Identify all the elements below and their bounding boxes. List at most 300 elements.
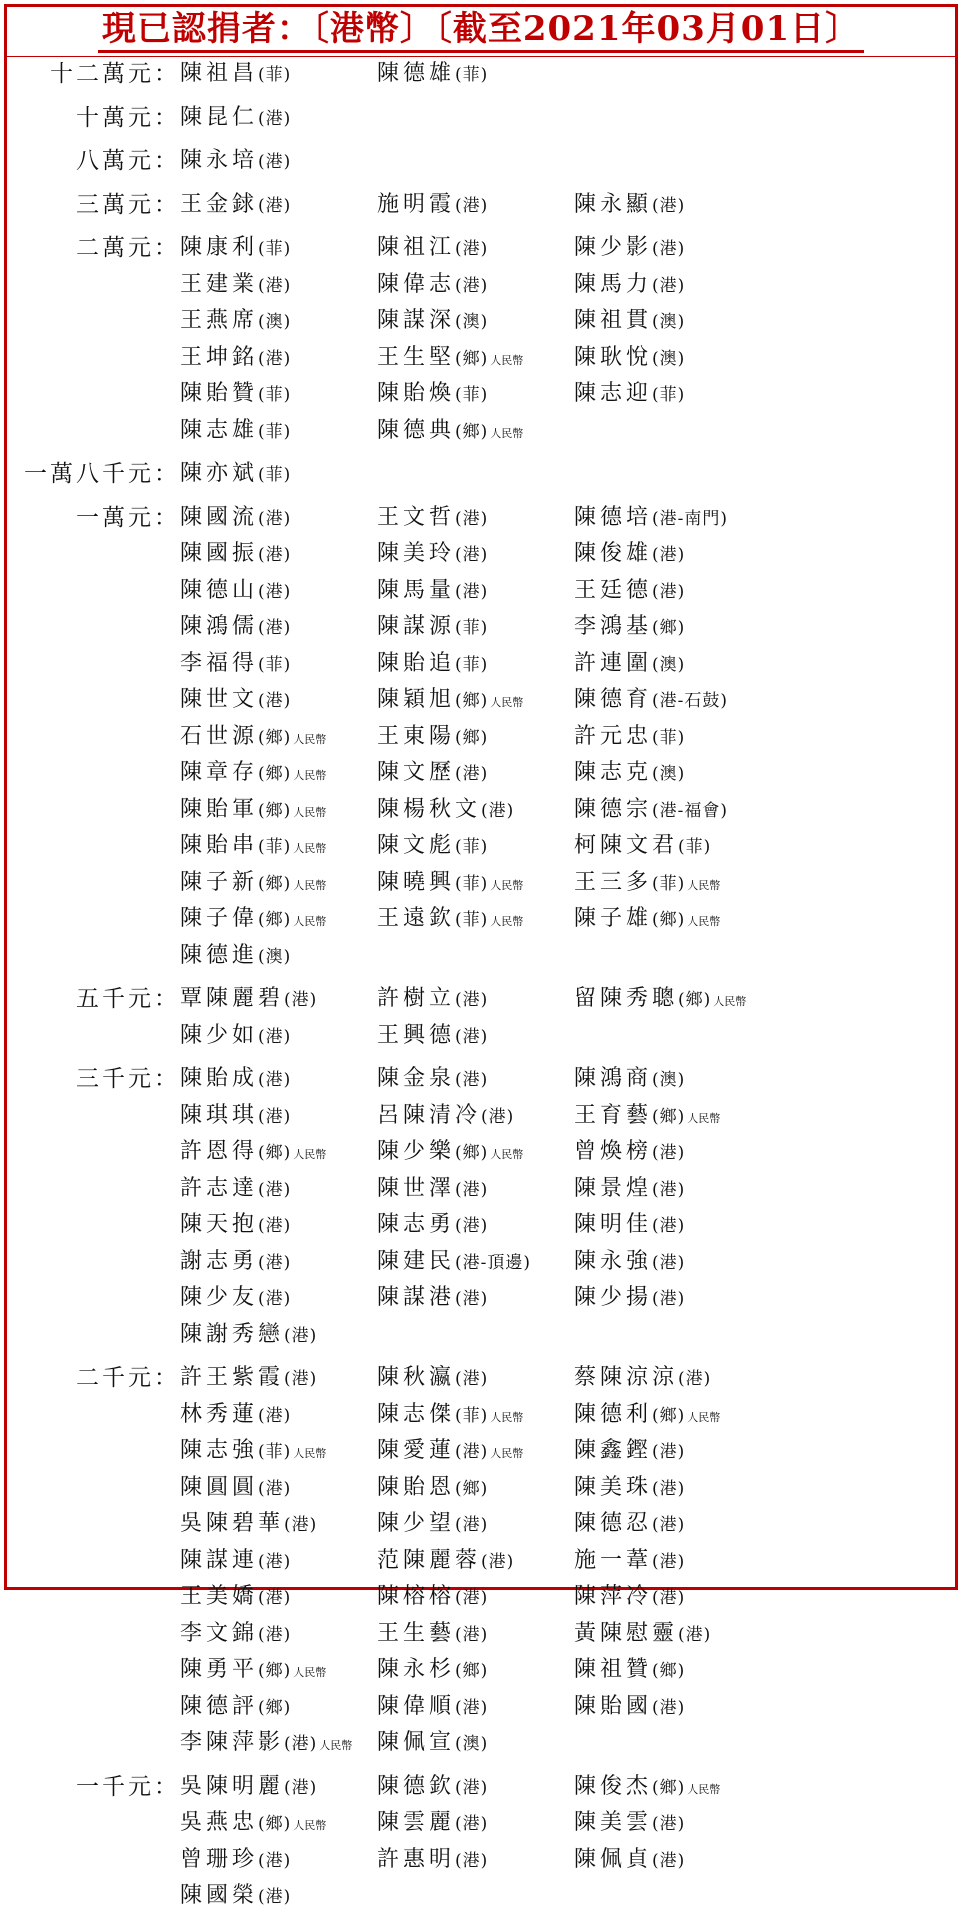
donor-entry (180, 1098, 377, 1135)
donor-name: 林秀蓮 (180, 1401, 259, 1427)
donor-name: 王燕席 (180, 308, 259, 333)
donor-entry (377, 230, 574, 267)
donor-entry (377, 1842, 574, 1879)
donor-names (180, 981, 944, 1054)
donor-entry (377, 755, 574, 792)
donor-entry (377, 792, 574, 829)
donor-region: (菲) (455, 654, 489, 675)
donor-region: (鄉) (652, 910, 686, 930)
donor-entry (180, 901, 377, 938)
donor-region: (港) (481, 800, 515, 821)
donor-entry (574, 865, 771, 902)
donor-name: 陳美雲 (574, 1810, 653, 1835)
donor-entry (377, 1470, 574, 1507)
donor-entry (574, 719, 771, 756)
currency-rmb-label: 人民幣 (687, 1111, 721, 1125)
donor-region: (港) (652, 1289, 686, 1309)
donor-region: (港) (455, 195, 489, 216)
donor-name: 陳貽軍 (180, 796, 259, 822)
donor-names (180, 1061, 944, 1353)
donor-name: 陳德培 (574, 504, 653, 530)
donor-entry (377, 1725, 574, 1762)
donor-entry (574, 1506, 771, 1543)
donor-entry (574, 573, 771, 610)
donor-name: 王文哲 (377, 504, 456, 530)
donor-entry (377, 1134, 574, 1171)
donor-region: (鄉) (455, 691, 489, 711)
donor-name: 柯陳文君 (574, 833, 679, 858)
donor-name: 陳雲麗 (377, 1810, 456, 1835)
donor-name: 陳耿悅 (574, 344, 653, 370)
donor-entry (377, 682, 574, 719)
currency-rmb-label: 人民幣 (293, 1447, 327, 1460)
donor-entry (180, 1171, 377, 1208)
donor-name: 王興德 (377, 1022, 456, 1048)
donor-name: 留陳秀聰 (574, 986, 679, 1011)
donor-entry (180, 1397, 377, 1434)
donor-name: 陳少望 (377, 1511, 456, 1536)
donor-region: (鄉) (652, 1405, 686, 1426)
donor-region: (澳) (652, 1070, 686, 1090)
donor-entry (377, 646, 574, 683)
donor-region: (菲) (258, 385, 292, 405)
donor-name: 陳永顯 (574, 191, 653, 217)
donor-region: (菲) (455, 618, 489, 638)
donor-entry (574, 828, 771, 865)
donor-region: (澳) (652, 312, 686, 332)
donor-name: 陳子新 (180, 869, 259, 895)
donor-region: (澳) (652, 348, 686, 369)
donor-region: (菲) (652, 385, 686, 405)
title-bar (4, 4, 958, 56)
donor-entry (377, 413, 574, 450)
donor-name: 陳德進 (180, 942, 259, 968)
tier-amount: 一萬八千元： (24, 461, 180, 487)
donor-name: 陳謝秀戀 (180, 1321, 285, 1347)
donor-region: (鄉) (258, 727, 292, 748)
donor-region: (港) (258, 545, 292, 565)
tier-amount: 五千元： (76, 986, 180, 1012)
donor-region: (鄉) (258, 1143, 292, 1163)
tier-amount: 十萬元： (76, 104, 180, 131)
donor-region: (港) (284, 1325, 318, 1346)
donor-name: 陳俊雄 (574, 541, 653, 566)
donor-region: (鄉) (258, 800, 292, 821)
donor-entry (377, 1018, 574, 1055)
donor-region: (鄉) (258, 1661, 292, 1681)
donor-region: (鄉) (455, 1661, 489, 1681)
donor-entry (574, 500, 771, 537)
donor-name: 王廷德 (574, 577, 653, 603)
donor-name: 王建業 (180, 271, 259, 297)
donor-name: 陳國榮 (180, 1883, 259, 1908)
donor-region: (澳) (652, 654, 686, 675)
currency-rmb-label: 人民幣 (293, 1148, 327, 1161)
donor-entry (574, 536, 771, 573)
donor-region: (港) (652, 1588, 686, 1608)
donor-name: 李陳萍影 (180, 1730, 285, 1755)
donation-tier (16, 143, 946, 180)
donor-entry (377, 1098, 574, 1135)
donor-name: 陳馬量 (377, 577, 456, 603)
donor-entry (574, 1134, 771, 1171)
donor-entry (377, 56, 574, 93)
donor-name: 陳天抱 (180, 1212, 259, 1237)
donor-region: (鄉) (652, 1777, 686, 1798)
donor-entry (180, 456, 377, 493)
currency-rmb-label: 人民幣 (293, 769, 327, 782)
currency-rmb-label: 人民幣 (490, 878, 524, 892)
donor-region: (港) (284, 1777, 318, 1798)
donor-entry (377, 1543, 574, 1580)
donor-region: (港) (284, 1515, 318, 1535)
donor-name: 陳勇平 (180, 1657, 259, 1682)
donor-name: 黃陳慰靈 (574, 1620, 679, 1646)
donor-entry (377, 981, 574, 1018)
donor-region: (澳) (455, 1734, 489, 1754)
donor-region: (港) (455, 275, 489, 296)
currency-rmb-label: 人民幣 (490, 426, 524, 440)
donor-region: (港) (455, 1624, 489, 1645)
donation-tier (16, 1360, 946, 1762)
donor-entry (377, 1689, 574, 1726)
donor-region: (港) (258, 618, 292, 638)
donor-entry (574, 792, 771, 829)
donor-region: (港) (652, 275, 686, 296)
donor-name: 陳貽成 (180, 1066, 259, 1091)
donor-name: 王美嬌 (180, 1584, 259, 1609)
donor-name: 陳志克 (574, 760, 653, 785)
donor-name: 王東陽 (377, 723, 456, 749)
donor-region: (港) (258, 1850, 292, 1871)
donor-name: 陳鑫鏗 (574, 1438, 653, 1463)
donor-name: 陳明佳 (574, 1212, 653, 1237)
donor-name: 王坤銘 (180, 344, 259, 370)
donor-entry (180, 981, 377, 1018)
donor-region: (港) (258, 1624, 292, 1645)
donor-name: 陳祖貫 (574, 308, 653, 333)
donor-entry (180, 1280, 377, 1317)
donor-entry (574, 609, 771, 646)
donor-entry (574, 303, 771, 340)
donor-names (180, 56, 944, 93)
donor-entry (180, 187, 377, 224)
donor-name: 陳貽煥 (377, 381, 456, 406)
currency-rmb-label: 人民幣 (293, 878, 327, 892)
donor-list (16, 56, 946, 1922)
donor-entry (574, 1280, 771, 1317)
donor-region: (港) (258, 1478, 292, 1499)
donor-entry (377, 376, 574, 413)
donor-entry (377, 500, 574, 537)
donor-name: 陳志傑 (377, 1401, 456, 1427)
donor-name: 呂陳清冷 (377, 1102, 482, 1128)
donor-entry (180, 865, 377, 902)
donor-name: 施明霞 (377, 191, 456, 217)
donor-entry (180, 1689, 377, 1726)
donor-region: (菲) (652, 727, 686, 748)
donor-region: (港) (455, 581, 489, 602)
currency-rmb-label: 人民幣 (293, 1819, 327, 1832)
donor-region: (菲) (258, 654, 292, 675)
donor-name: 李文錦 (180, 1620, 259, 1646)
donor-entry (180, 376, 377, 413)
donor-name: 陳志雄 (180, 417, 259, 443)
donor-entry (180, 1543, 377, 1580)
donor-name: 陳萍冷 (574, 1584, 653, 1609)
donor-name: 陳貽追 (377, 650, 456, 676)
donor-entry (574, 1769, 771, 1806)
donor-region: (港) (258, 1252, 292, 1273)
donor-entry (574, 1805, 771, 1842)
donor-entry (180, 230, 377, 267)
tier-amount: 二千元： (76, 1365, 180, 1391)
donor-region: (港) (455, 764, 489, 784)
currency-rmb-label: 人民幣 (490, 696, 524, 709)
donor-name: 王生藝 (377, 1620, 456, 1646)
donor-name: 陳祖昌 (180, 61, 259, 86)
donor-region: (鄉) (258, 873, 292, 894)
donor-region: (港) (455, 1442, 489, 1462)
donor-entry (180, 1433, 377, 1470)
donor-name: 施一葦 (574, 1547, 653, 1573)
donor-region: (港) (652, 1515, 686, 1535)
donor-region: (港-石鼓) (652, 691, 729, 711)
donor-entry (574, 1171, 771, 1208)
donor-entry (180, 1878, 377, 1915)
donor-region: (鄉) (455, 1143, 489, 1163)
donor-entry (574, 1360, 771, 1397)
donor-entry (377, 1280, 574, 1317)
donor-region: (菲) (455, 1405, 489, 1426)
currency-rmb-label: 人民幣 (687, 1782, 721, 1796)
tier-amount: 八萬元： (76, 148, 180, 174)
donor-region: (菲) (258, 421, 292, 442)
donor-entry (377, 536, 574, 573)
donor-entry (377, 1171, 574, 1208)
donor-name: 陳世文 (180, 687, 259, 712)
donor-entry (180, 755, 377, 792)
donation-tier (16, 456, 946, 493)
donor-name: 陳永培 (180, 148, 259, 173)
currency-rmb-label: 人民幣 (490, 1148, 524, 1161)
donor-entry (180, 792, 377, 829)
donor-region: (菲) (258, 1442, 292, 1462)
currency-rmb-label: 人民幣 (293, 1666, 327, 1679)
donor-entry (574, 187, 771, 224)
donor-region: (港) (258, 275, 292, 296)
currency-rmb-label: 人民幣 (293, 732, 327, 746)
donor-name: 陳德典 (377, 417, 456, 443)
donor-region: (澳) (258, 312, 292, 332)
tier-amount: 一千元： (76, 1773, 180, 1800)
donor-entry (377, 609, 574, 646)
donor-name: 許連圍 (574, 650, 653, 676)
donor-region: (菲) (258, 837, 292, 857)
donor-region: (港) (455, 1026, 489, 1047)
donor-name: 陳景煌 (574, 1175, 653, 1201)
donor-region: (港) (455, 1515, 489, 1535)
donor-entry (180, 1018, 377, 1055)
donor-name: 陳謀源 (377, 614, 456, 639)
donor-name: 陳鴻儒 (180, 614, 259, 639)
donor-region: (港) (284, 1734, 318, 1754)
donor-region: (鄉) (678, 990, 712, 1010)
donor-entry (377, 267, 574, 304)
donation-tier (16, 1769, 946, 1915)
donor-region: (港) (652, 545, 686, 565)
donor-entry (377, 1616, 574, 1653)
donor-entry (574, 981, 771, 1018)
donor-region: (港) (652, 1814, 686, 1834)
donation-tier (16, 230, 946, 449)
donor-name: 陳德宗 (574, 796, 653, 822)
donor-name: 陳文彪 (377, 833, 456, 858)
donor-name: 陳文歷 (377, 760, 456, 785)
donor-name: 陳德忍 (574, 1511, 653, 1536)
donor-region: (港-南門) (652, 508, 729, 529)
donor-name: 王生堅 (377, 344, 456, 370)
donor-entry (574, 267, 771, 304)
donor-entry (377, 865, 574, 902)
donor-name: 陳德育 (574, 687, 653, 712)
donor-names (180, 456, 944, 493)
donor-entry (377, 719, 574, 756)
donor-name: 許元忠 (574, 723, 653, 749)
donor-name: 陳琪琪 (180, 1102, 259, 1128)
donor-region: (港) (455, 1070, 489, 1090)
donor-name: 陳圓圓 (180, 1474, 259, 1500)
donor-names (180, 100, 944, 137)
donor-name: 陳德評 (180, 1693, 259, 1719)
currency-rmb-label: 人民幣 (490, 1447, 524, 1460)
donor-name: 許王紫霞 (180, 1365, 285, 1390)
currency-rmb-label: 人民幣 (490, 1410, 524, 1424)
donor-region: (港) (652, 1143, 686, 1163)
donor-name: 陳章存 (180, 760, 259, 785)
donor-region: (港) (455, 1369, 489, 1389)
donor-entry (377, 1805, 574, 1842)
donor-name: 范陳麗蓉 (377, 1547, 482, 1573)
donor-entry (180, 938, 377, 975)
donor-name: 陳美玲 (377, 541, 456, 566)
donor-entry (574, 646, 771, 683)
donor-region: (鄉) (455, 727, 489, 748)
donor-region: (菲) (455, 385, 489, 405)
donor-name: 陳志迎 (574, 381, 653, 406)
donor-name: 曾珊珍 (180, 1846, 259, 1872)
donor-name: 陳祖贊 (574, 1657, 653, 1682)
donor-name: 陳少友 (180, 1285, 259, 1310)
donor-entry (574, 1397, 771, 1434)
donor-name: 王金銶 (180, 191, 259, 217)
donor-entry (180, 573, 377, 610)
donor-entry (180, 500, 377, 537)
donor-name: 陳子雄 (574, 906, 653, 931)
donor-region: (港) (652, 1252, 686, 1273)
donor-entry (180, 1061, 377, 1098)
donor-entry (574, 1842, 771, 1879)
donor-region: (港) (652, 239, 686, 259)
donor-region: (菲) (258, 65, 292, 85)
donor-region: (菲) (678, 837, 712, 857)
donor-name: 陳秋瀛 (377, 1365, 456, 1390)
donor-region: (菲) (455, 910, 489, 930)
donor-region: (港) (652, 1551, 686, 1572)
donor-region: (鄉) (652, 1661, 686, 1681)
donor-region: (港) (678, 1369, 712, 1389)
donor-entry (574, 1579, 771, 1616)
donor-name: 許惠明 (377, 1846, 456, 1872)
donor-entry (377, 1433, 574, 1470)
donor-name: 王遠欽 (377, 906, 456, 931)
donor-region: (港) (652, 1442, 686, 1462)
donor-name: 陳曉興 (377, 869, 456, 895)
donor-region: (澳) (652, 764, 686, 784)
donor-region: (港) (455, 1697, 489, 1718)
donor-region: (鄉) (455, 1478, 489, 1499)
donation-tier (16, 500, 946, 975)
donor-names (180, 1360, 944, 1762)
donor-entry (180, 267, 377, 304)
currency-rmb-label: 人民幣 (293, 805, 327, 819)
donor-entry (377, 1360, 574, 1397)
donor-entry (574, 1543, 771, 1580)
donor-entry (180, 828, 377, 865)
donor-name: 陳國振 (180, 541, 259, 566)
donor-name: 陳貽恩 (377, 1474, 456, 1500)
donor-region: (港) (258, 1405, 292, 1426)
donor-region: (港) (258, 581, 292, 602)
currency-rmb-label: 人民幣 (713, 995, 747, 1008)
tier-amount: 一萬元： (76, 504, 180, 531)
donation-tier (16, 981, 946, 1054)
donor-region: (港) (652, 195, 686, 216)
donor-region: (港) (258, 1887, 292, 1907)
donor-entry (377, 187, 574, 224)
donor-name: 陳祖江 (377, 235, 456, 260)
currency-rmb-label: 人民幣 (319, 1739, 353, 1752)
donor-entry (180, 1360, 377, 1397)
donor-region: (港-福會) (652, 800, 729, 821)
donor-region: (澳) (258, 946, 292, 967)
donor-names (180, 143, 944, 180)
donor-entry (377, 1061, 574, 1098)
donor-entry (377, 573, 574, 610)
donor-name: 陳佩貞 (574, 1846, 653, 1872)
currency-rmb-label: 人民幣 (687, 878, 721, 892)
donor-region: (港) (258, 508, 292, 529)
donor-name: 蔡陳涼涼 (574, 1365, 679, 1390)
donor-entry (180, 1317, 377, 1354)
donor-name: 陳世澤 (377, 1175, 456, 1201)
donor-region: (港) (258, 152, 292, 172)
donor-entry (377, 1506, 574, 1543)
donor-name: 李鴻基 (574, 614, 653, 639)
donor-name: 陳偉順 (377, 1693, 456, 1719)
donor-entry (180, 413, 377, 450)
donor-entry (180, 56, 377, 93)
donor-region: (鄉) (258, 764, 292, 784)
donor-region: (港) (258, 1588, 292, 1608)
donor-entry (180, 1207, 377, 1244)
donor-name: 覃陳麗碧 (180, 986, 285, 1011)
donor-region: (港) (652, 1179, 686, 1200)
donor-region: (港) (258, 1216, 292, 1236)
donor-entry (180, 303, 377, 340)
donor-region: (鄉) (455, 348, 489, 369)
donor-region: (菲) (455, 837, 489, 857)
